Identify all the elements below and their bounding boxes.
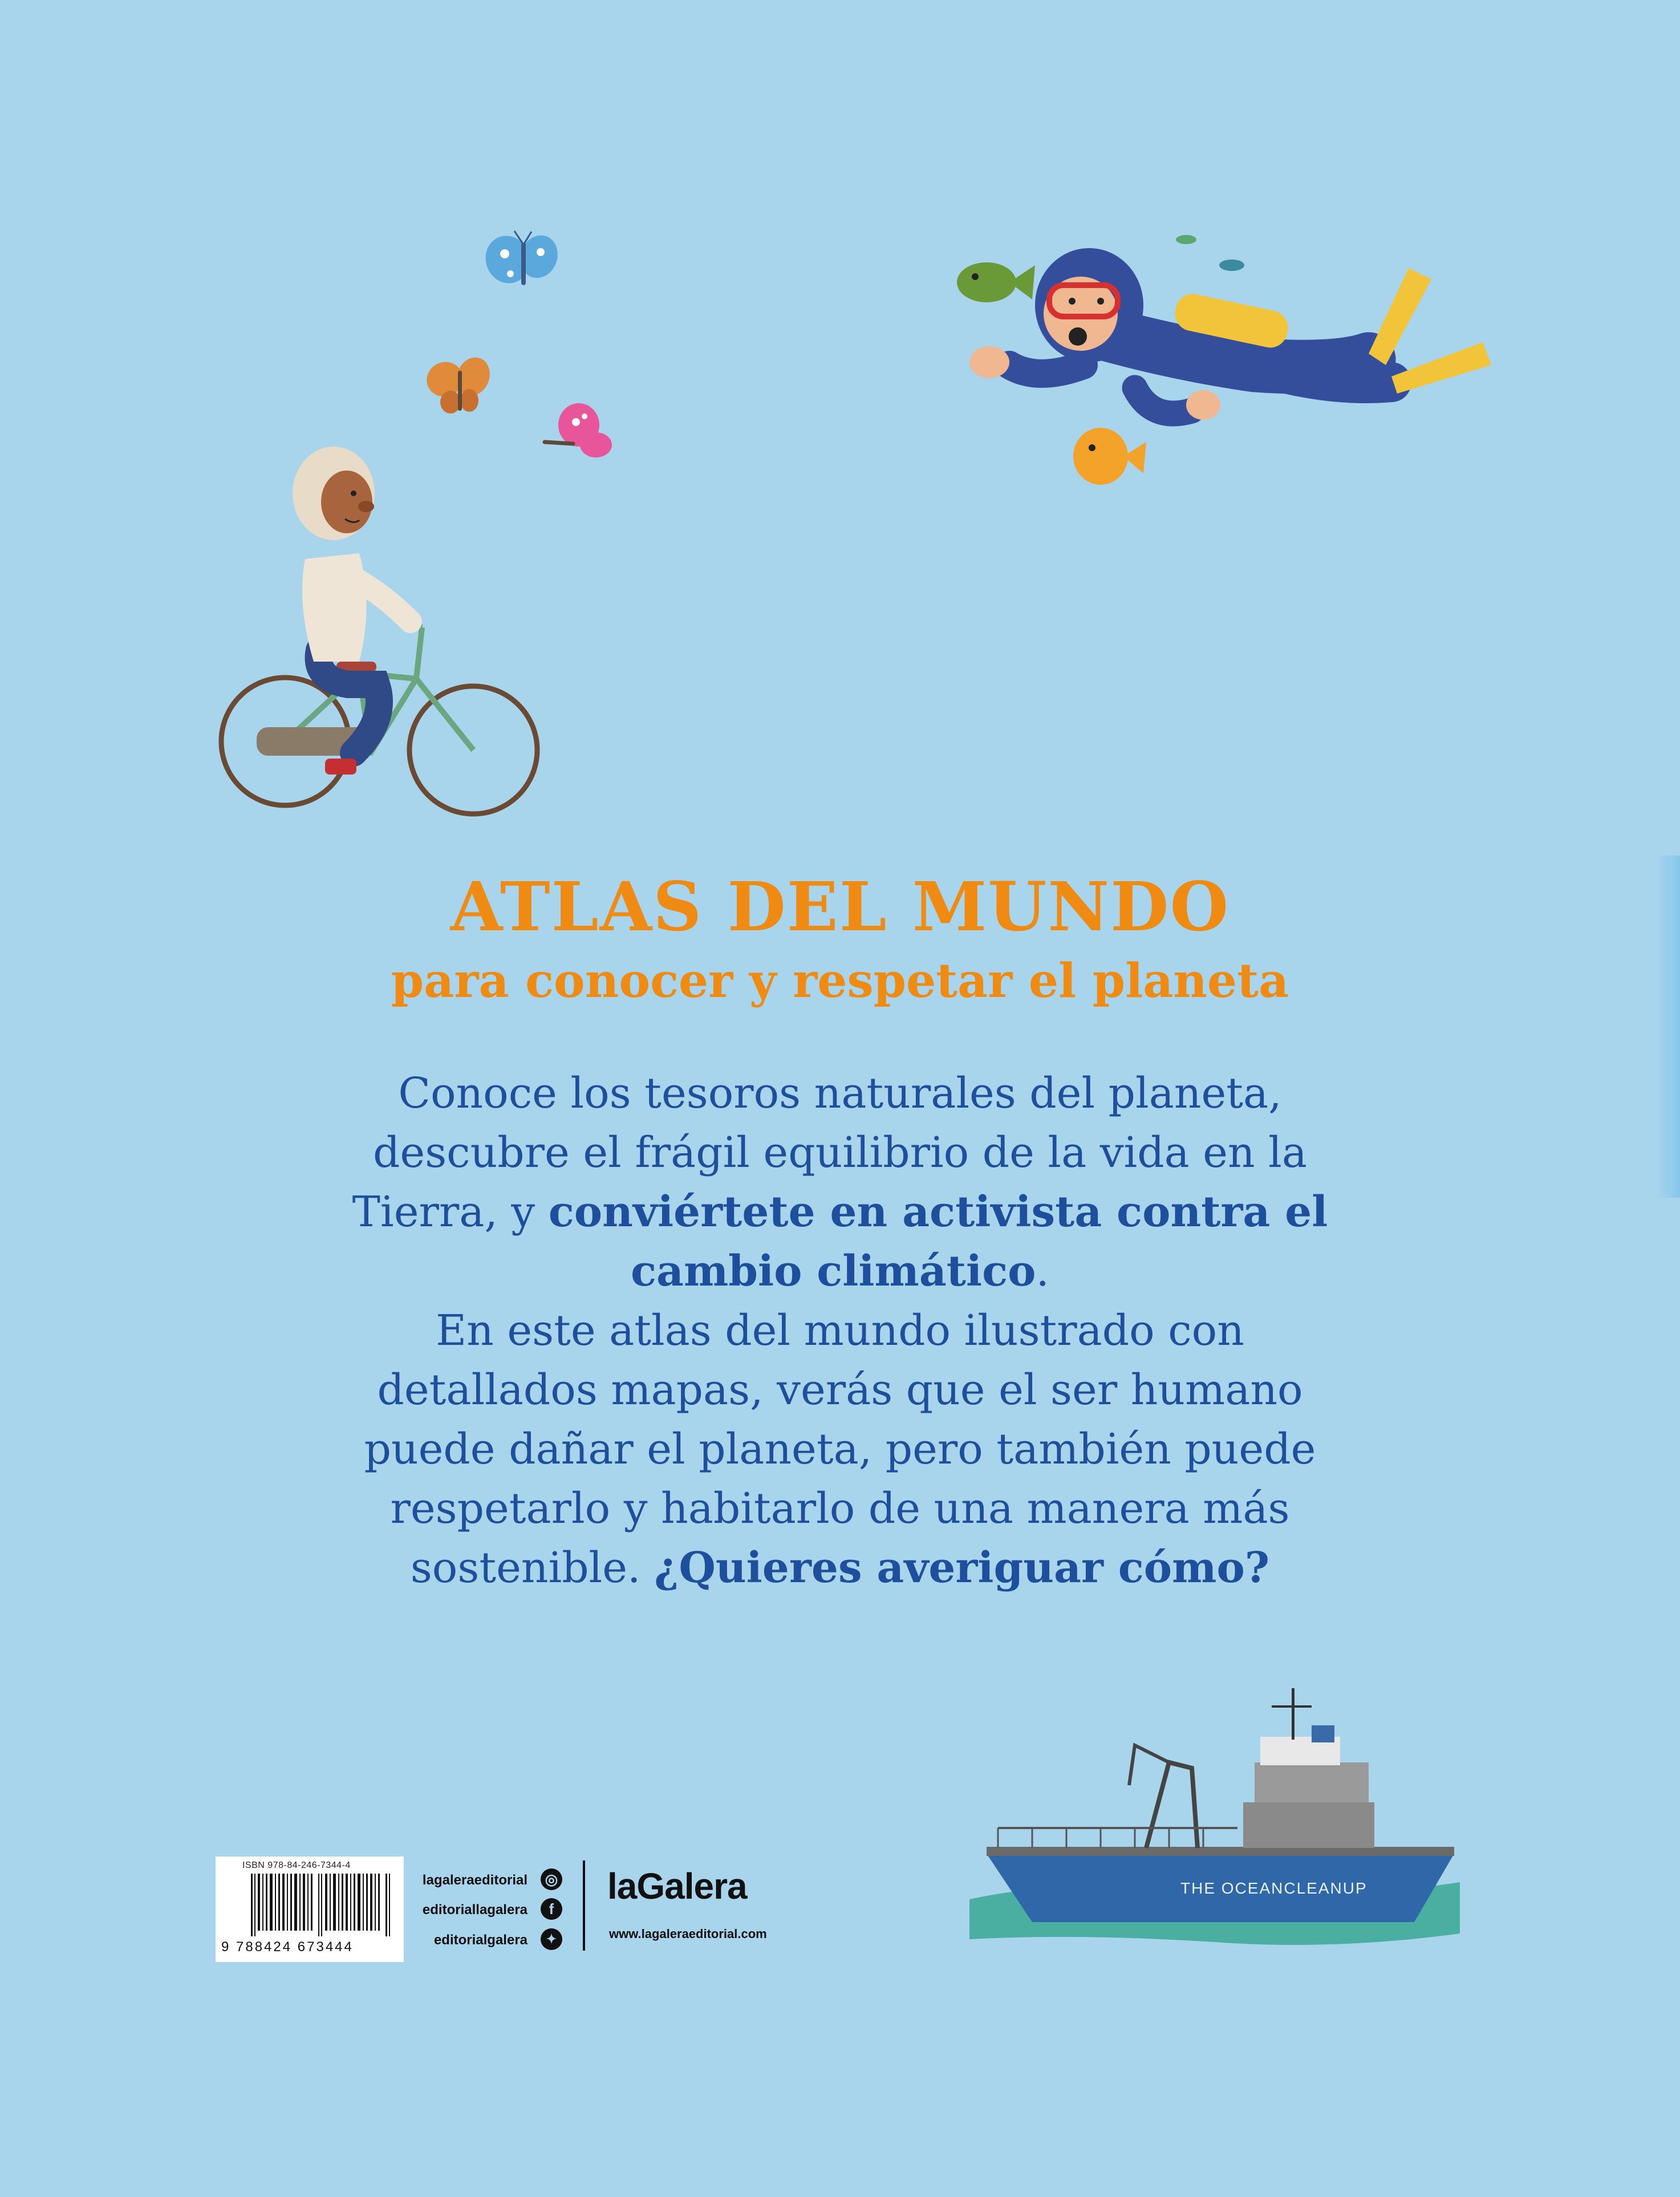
isbn-label: ISBN 978-84-246-7344-4 — [242, 1860, 351, 1870]
blurb-p2-bold: ¿Quieres averiguar cómo? — [654, 1543, 1270, 1592]
publisher-logo: laGalera — [607, 1866, 747, 1907]
cyclist-illustration — [217, 433, 547, 821]
barcode-bars — [251, 1874, 393, 1936]
publisher-url[interactable]: www.lagaleraeditorial.com — [609, 1927, 767, 1941]
twitter-handle[interactable]: editorialgalera — [433, 1932, 527, 1948]
book-title: ATLAS DEL MUNDO — [450, 867, 1230, 946]
diver-illustration — [935, 217, 1505, 513]
twitter-icon[interactable]: ✦ — [541, 1928, 562, 1950]
book-subtitle: para conocer y respetar el planeta — [391, 954, 1289, 1008]
blurb-p1-text: Conoce los tesoros naturales del planeta, descubre el frágil equilibrio de la vida en la Tierra, y — [352, 1069, 1307, 1237]
ship-hull-text: THE OCEANCLEANUP — [1180, 1879, 1367, 1897]
back-cover-blurb — [319, 1064, 1361, 1598]
ocean-cleanup-ship-illustration — [964, 1683, 1466, 1951]
facebook-handle[interactable]: editoriallagalera — [422, 1902, 527, 1918]
blurb-p2-text: En este atlas del mundo ilustrado con detallados mapas, verás que el ser humano puede dañar el planeta, pero también puede respetarlo y habitarlo de una manera más sostenible. — [364, 1306, 1316, 1592]
blurb-p1-bold: conviértete en activista contra el cambio climático — [548, 1187, 1328, 1296]
isbn-digits: 9 788424 673444 — [221, 1939, 354, 1955]
blurb-p1-end: . — [1036, 1247, 1050, 1296]
facebook-icon[interactable]: f — [541, 1898, 562, 1920]
butterfly-blue-illustration — [479, 228, 565, 302]
butterfly-orange-illustration — [419, 354, 499, 422]
instagram-icon[interactable]: ◎ — [541, 1868, 562, 1890]
instagram-handle[interactable]: lagaleraeditorial — [422, 1872, 527, 1888]
logo-divider — [583, 1860, 585, 1951]
